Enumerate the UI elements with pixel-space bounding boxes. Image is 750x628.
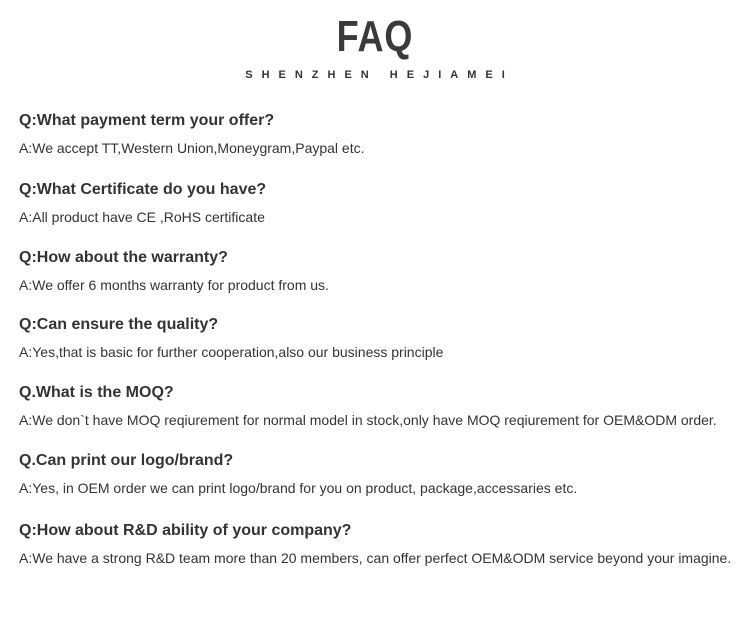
faq-answer: A:We offer 6 months warranty for product from us. — [19, 277, 329, 293]
faq-question: Q.Can print our logo/brand? — [19, 452, 234, 469]
faq-item — [19, 181, 744, 225]
faq-question: Q:Can ensure the quality? — [19, 316, 219, 333]
faq-answer: A:We accept TT,Western Union,Moneygram,Paypal etc. — [19, 140, 365, 156]
faq-item — [19, 249, 744, 293]
faq-item — [19, 384, 744, 428]
faq-item — [19, 522, 744, 566]
faq-answer: A:We don`t have MOQ reqiurement for normal model in stock,only have MOQ reqiurement for OEM&ODM order. — [19, 412, 717, 428]
faq-item — [19, 112, 744, 156]
faq-question: Q:How about R&D ability of your company? — [19, 522, 352, 539]
faq-answer: A:All product have CE ,RoHS certificate — [19, 209, 265, 225]
faq-answer: A:We have a strong R&D team more than 20 members, can offer perfect OEM&ODM service beyond your imagine. — [19, 550, 732, 566]
page-subtitle: SHENZHEN HEJIAMEI — [245, 69, 514, 81]
faq-question: Q:What payment term your offer? — [19, 112, 275, 129]
faq-question: Q:What Certificate do you have? — [19, 181, 267, 198]
faq-question: Q:How about the warranty? — [19, 249, 228, 266]
faq-answer: A:Yes, in OEM order we can print logo/brand for you on product, package,accessaries etc. — [19, 480, 578, 496]
faq-answer: A:Yes,that is basic for further cooperation,also our business principle — [19, 344, 444, 360]
faq-item — [19, 452, 744, 496]
faq-item — [19, 316, 744, 360]
faq-question: Q.What is the MOQ? — [19, 384, 174, 401]
page-title: FAQ — [336, 12, 414, 61]
